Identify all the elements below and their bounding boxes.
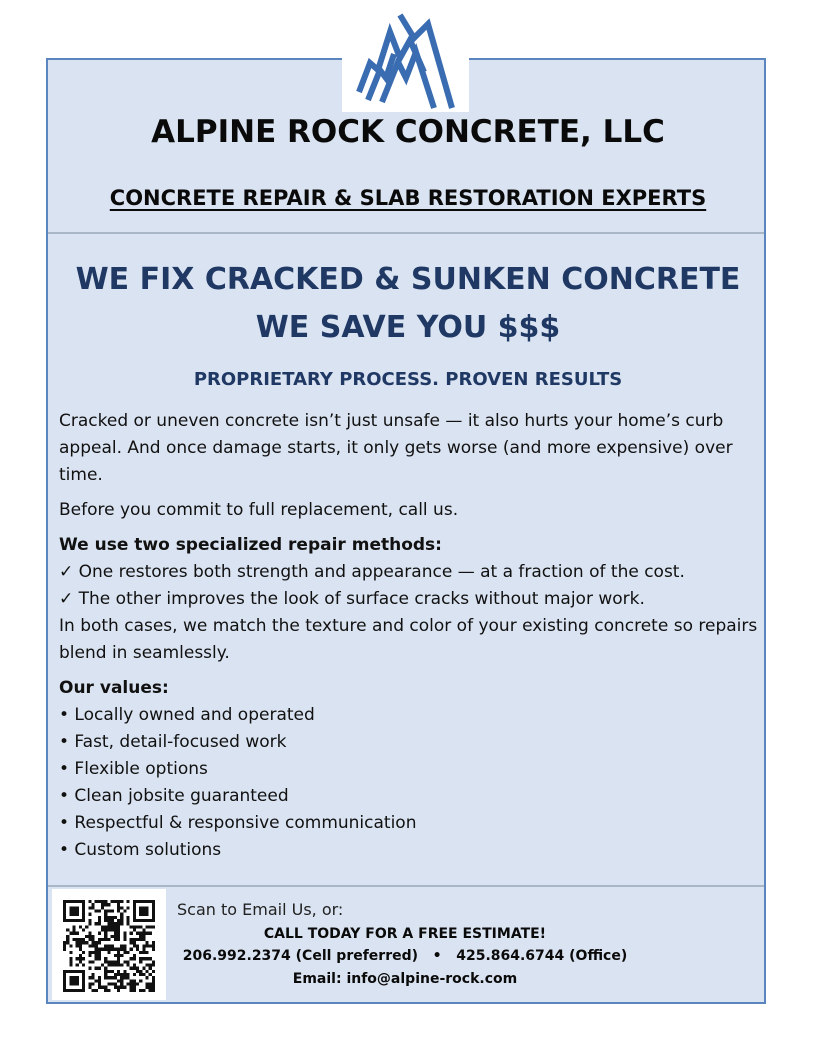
header-divider [48, 232, 764, 234]
body-copy [59, 408, 759, 864]
tagline: CONCRETE REPAIR & SLAB RESTORATION EXPERTS [109, 186, 707, 210]
value-item: • Clean jobsite guaranteed [59, 786, 289, 806]
phone-numbers: 206.992.2374 (Cell preferred) • 425.864.6744 (Office) [182, 948, 628, 964]
value-item: • Fast, detail-focused work [59, 732, 287, 752]
headline-line2: WE SAVE YOU $$$ [255, 310, 561, 345]
mountain-logo [342, 10, 469, 112]
headline-line1: WE FIX CRACKED & SUNKEN CONCRETE [75, 262, 741, 297]
match-paragraph: In both cases, we match the texture and color of your existing concrete so repairs blend in seamlessly. [59, 616, 758, 663]
mountain-icon [342, 10, 469, 112]
value-item: • Custom solutions [59, 840, 222, 860]
cta-text: CALL TODAY FOR A FREE ESTIMATE! [263, 926, 547, 942]
methods-heading: We use two specialized repair methods: [59, 535, 442, 555]
company-name: ALPINE ROCK CONCRETE, LLC [151, 114, 665, 150]
qr-code-icon [63, 900, 155, 992]
before-paragraph: Before you commit to full replacement, call us. [59, 500, 459, 520]
footer-divider [48, 885, 764, 887]
method-item: ✓ One restores both strength and appearance — at a fraction of the cost. [59, 562, 685, 582]
values-heading: Our values: [59, 678, 169, 698]
subhead: PROPRIETARY PROCESS. PROVEN RESULTS [193, 369, 623, 390]
email-address: Email: info@alpine-rock.com [292, 971, 518, 987]
intro-paragraph: Cracked or uneven concrete isn’t just unsafe — it also hurts your home’s curb appeal. And once damage starts, it only gets worse (and more expensive) over time. [59, 411, 733, 485]
value-item: • Flexible options [59, 759, 208, 779]
value-item: • Locally owned and operated [59, 705, 315, 725]
value-item: • Respectful & responsive communication [59, 813, 417, 833]
scan-text: Scan to Email Us, or: [177, 900, 344, 919]
method-item: ✓ The other improves the look of surface cracks without major work. [59, 589, 645, 609]
qr-code[interactable] [52, 889, 166, 1000]
